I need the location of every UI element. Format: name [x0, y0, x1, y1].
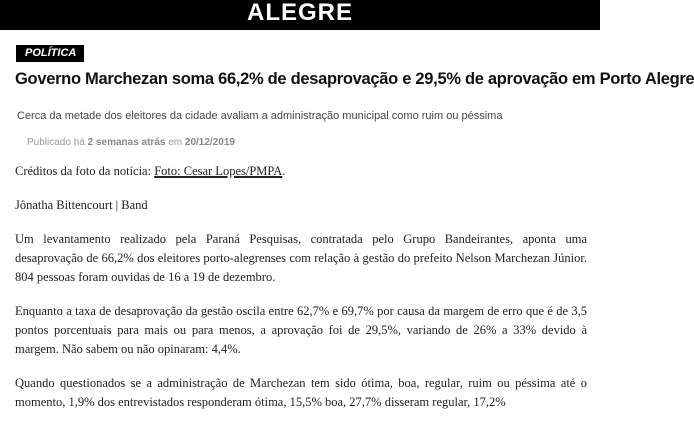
- publish-info: [27, 136, 235, 150]
- article-subtitle: Cerca da metade dos eleitores da cidade avaliam a administração municipal como ruim ou péssima: [17, 110, 503, 122]
- section-tag[interactable]: POLÍTICA: [16, 45, 84, 62]
- publish-prefix: Publicado há: [27, 137, 88, 148]
- credits-label: Créditos da foto da notícia:: [15, 164, 155, 178]
- article-title: Governo Marchezan soma 66,2% de desaprovação e 29,5% de aprovação em Porto Alegre: [15, 70, 694, 88]
- article-body: [15, 162, 587, 427]
- publish-mid: em: [165, 137, 185, 148]
- photo-credits: [15, 162, 587, 181]
- credits-end: .: [282, 164, 286, 178]
- publish-date: 20/12/2019: [184, 137, 235, 148]
- paragraph: Enquanto a taxa de desaprovação da gestão oscila entre 62,7% e 69,7% por causa da margem de erro que é de 3,5 pontos porcentuais para mais ou para menos, a aprovação foi de 29,5%, variando de 26% a 33% devido à margem. Não sabem ou não opinaram: 4,4%.: [15, 304, 587, 356]
- photo-credit-link[interactable]: Foto: Cesar Lopes/PMPA: [154, 164, 283, 178]
- paragraph: Um levantamento realizado pela Paraná Pesquisas, contratada pelo Grupo Bandeirantes, aponta uma desaprovação de 66,2% dos eleitores porto-alegrenses com relação à gestão do prefeito Nelson Marchezan Júnior. 804 pessoas foram ouvidas de 16 a 19 de dezembro.: [15, 232, 587, 284]
- author-line: Jônatha Bittencourt | Band: [15, 198, 148, 212]
- paragraph: Quando questionados se a administração de Marchezan tem sido ótima, boa, regular, ruim ou péssima até o momento, 1,9% dos entrevistados responderam ótima, 15,5% boa, 27,7% disseram regular, 17,2%: [15, 376, 587, 409]
- publish-relative: 2 semanas atrás: [87, 137, 166, 148]
- site-logo-text[interactable]: ALEGRE: [246, 0, 353, 26]
- site-header-bar: [0, 0, 600, 30]
